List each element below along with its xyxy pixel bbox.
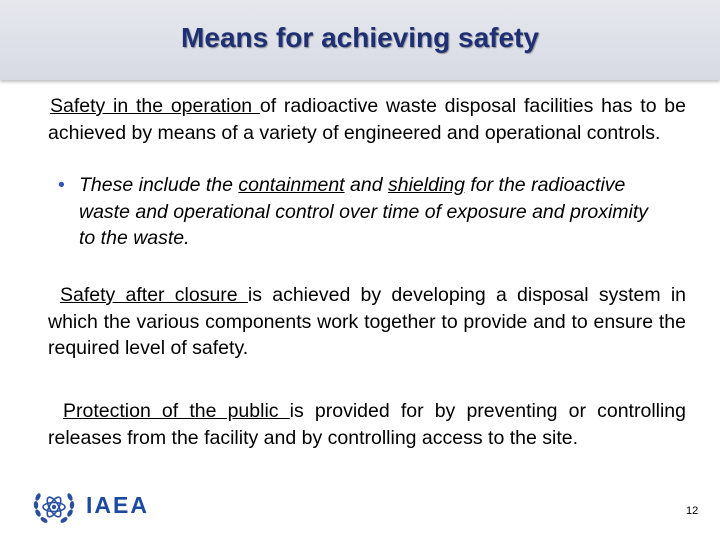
iaea-atom-wreath-icon [30, 483, 78, 531]
underlined-phrase-public: Protection of the public [63, 400, 290, 422]
underlined-phrase-after-closure: Safety after closure [60, 284, 248, 306]
underlined-term-shielding: shielding [387, 174, 465, 196]
slide-title: Means for achieving safety [181, 22, 539, 53]
brand-name: IAEA [86, 492, 149, 518]
bullet-text-mid: and [344, 174, 388, 196]
underlined-term-containment: containment [238, 174, 345, 196]
bullet-text [79, 172, 654, 252]
paragraph-after-closure [48, 282, 686, 362]
paragraph-public-protection [48, 398, 686, 451]
bullet-text-post: for the radioactive waste and operational control over time of exposure and proximity to the waste. [79, 174, 649, 249]
title-bar [0, 0, 720, 80]
bullet-text-pre: These include the [79, 174, 239, 196]
page-number: 12 [686, 505, 699, 517]
underlined-phrase-operation: Safety in the operation [50, 95, 260, 117]
paragraph-operation-safety [48, 93, 686, 146]
paragraph-public-text: is provided for by preventing or controlling releases from the facility and by controlling access to the site. [48, 400, 687, 449]
paragraph-after-closure-text: is achieved by developing a disposal system in which the various components work together to provide and to ensure the required level of safety. [48, 284, 687, 359]
paragraph-operation-text: of radioactive waste disposal facilities has to be achieved by means of a variety of engineered and operational controls. [48, 95, 686, 144]
bullet-dot-icon: • [58, 174, 65, 196]
